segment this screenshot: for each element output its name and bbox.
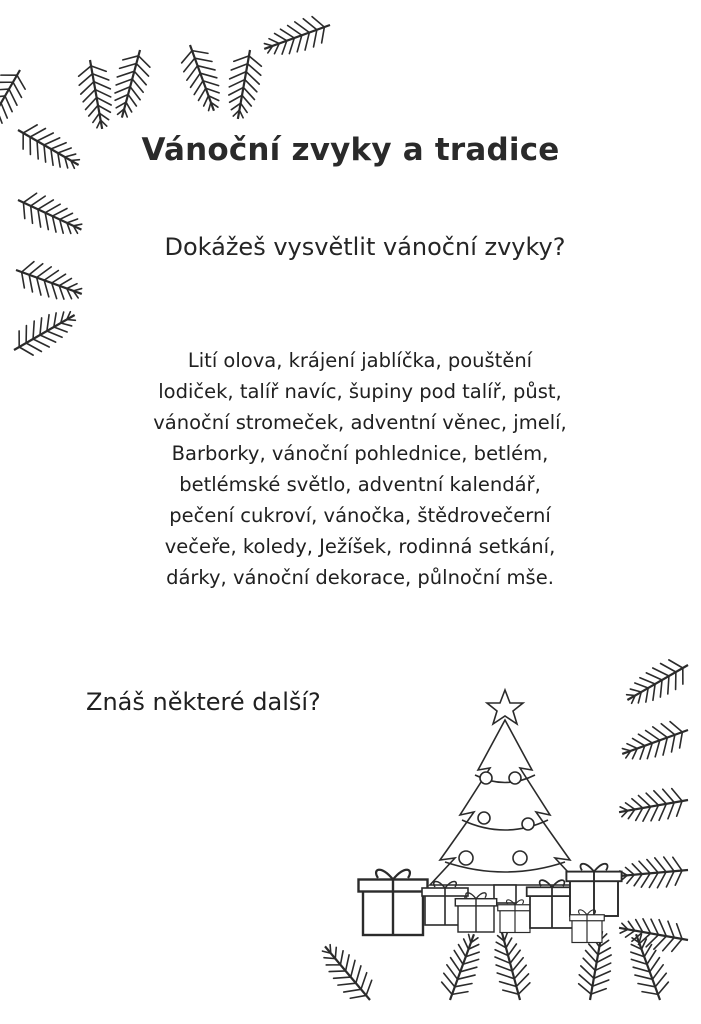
customs-line: dárky, vánoční dekorace, půlnoční mše.	[166, 566, 554, 589]
customs-line: večeře, koledy, Ježíšek, rodinná setkání,	[164, 535, 556, 558]
customs-line: Lití olova, krájení jablíčka, pouštění	[187, 349, 533, 372]
subtitle: Dokážeš vysvětlit vánoční zvyky?	[164, 233, 566, 261]
customs-list	[100, 345, 620, 593]
customs-line: Barborky, vánoční pohlednice, betlém,	[171, 442, 549, 465]
customs-line: vánoční stromeček, adventní věnec, jmelí,	[153, 411, 567, 434]
customs-line: pečení cukroví, vánočka, štědrovečerní	[169, 504, 551, 527]
customs-line: lodiček, talíř navíc, šupiny pod talíř, půst,	[158, 380, 562, 403]
christmas-tree-icon	[430, 720, 580, 903]
customs-line: betlémské světlo, adventní kalendář,	[179, 473, 541, 496]
fir-branch-icon	[0, 11, 335, 363]
page-title: Vánoční zvyky a tradice	[141, 132, 560, 168]
follow-up-question: Znáš některé další?	[86, 688, 321, 716]
